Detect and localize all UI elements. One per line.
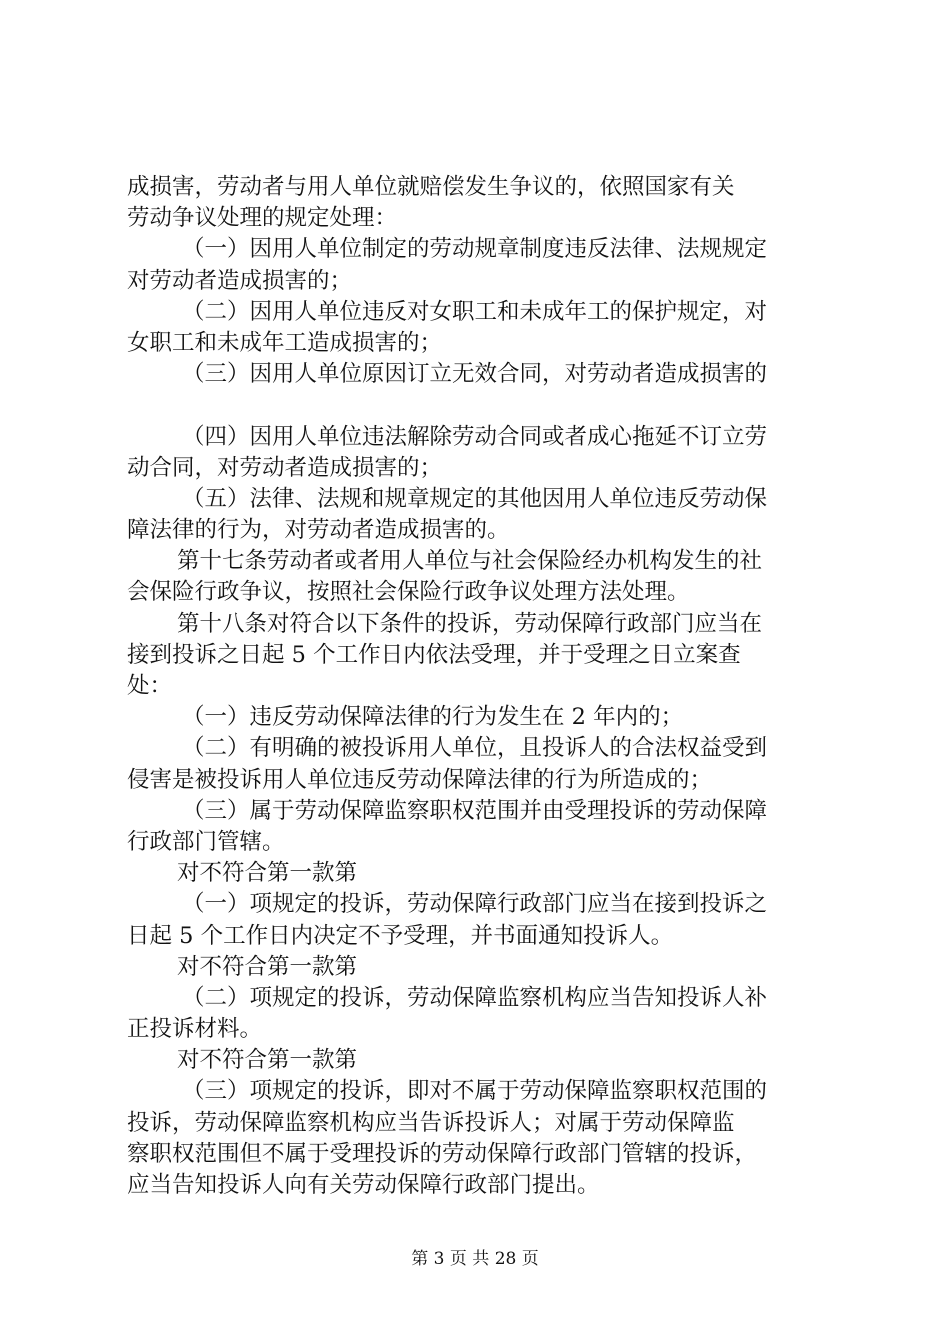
document-body xyxy=(127,172,837,1201)
text-line: 障法律的行为，对劳动者造成损害的。 xyxy=(127,517,510,544)
text-line: 第十七条劳动者或者用人单位与社会保险经办机构发生的社 xyxy=(177,548,763,575)
text-line: 侵害是被投诉用人单位违反劳动保障法律的行为所造成的； xyxy=(127,766,713,793)
text-line: （三）项规定的投诉，即对不属于劳动保障监察职权范围的 xyxy=(182,1078,768,1105)
text-line: （二）有明确的被投诉用人单位，且投诉人的合法权益受到 xyxy=(182,735,768,762)
text-line: （三）属于劳动保障监察职权范围并由受理投诉的劳动保障 xyxy=(182,797,768,824)
text-line: 接到投诉之日起 5 个工作日内依法受理，并于受理之日立案查 xyxy=(127,641,741,668)
text-line: （一）因用人单位制定的劳动规章制度违反法律、法规规定 xyxy=(182,236,768,263)
text-line: （二）项规定的投诉，劳动保障监察机构应当告知投诉人补 xyxy=(182,984,768,1011)
text-line: 投诉，劳动保障监察机构应当告诉投诉人；对属于劳动保障监 xyxy=(127,1109,735,1136)
text-line: 动合同，对劳动者造成损害的； xyxy=(127,454,443,481)
text-line: 日起 5 个工作日内决定不予受理，并书面通知投诉人。 xyxy=(127,922,674,949)
text-line: 劳动争议处理的规定处理： xyxy=(127,205,398,232)
text-line: 行政部门管辖。 xyxy=(127,828,285,855)
text-line: （三）因用人单位原因订立无效合同，对劳动者造成损害的 xyxy=(182,361,768,388)
text-line: 对劳动者造成损害的； xyxy=(127,267,353,294)
text-line: 成损害，劳动者与用人单位就赔偿发生争议的，依照国家有关 xyxy=(127,174,735,200)
text-line: （二）因用人单位违反对女职工和未成年工的保护规定，对 xyxy=(182,298,768,325)
text-line: 察职权范围但不属于受理投诉的劳动保障行政部门管辖的投诉， xyxy=(127,1140,758,1167)
page-number-footer: 第 3 页 共 28 页 xyxy=(411,1249,539,1269)
text-line: （一）项规定的投诉，劳动保障行政部门应当在接到投诉之 xyxy=(182,891,768,918)
text-line: 正投诉材料。 xyxy=(127,1016,263,1043)
text-line: 处： xyxy=(127,673,173,699)
text-line: 对不符合第一款第 xyxy=(177,1047,358,1074)
text-line: 第十八条对符合以下条件的投诉，劳动保障行政部门应当在 xyxy=(177,610,763,637)
text-line: 会保险行政争议，按照社会保险行政争议处理方法处理。 xyxy=(127,579,690,606)
text-line: （四）因用人单位违法解除劳动合同或者成心拖延不订立劳 xyxy=(182,423,768,450)
blank-line xyxy=(127,390,837,421)
text-line: 女职工和未成年工造成损害的； xyxy=(127,329,443,356)
text-line: 对不符合第一款第 xyxy=(177,860,358,887)
text-line: 对不符合第一款第 xyxy=(177,953,358,980)
text-line: 应当告知投诉人向有关劳动保障行政部门提出。 xyxy=(127,1172,600,1198)
text-line: （一）违反劳动保障法律的行为发生在 2 年内的； xyxy=(182,704,684,731)
text-line: （五）法律、法规和规章规定的其他因用人单位违反劳动保 xyxy=(182,485,768,512)
